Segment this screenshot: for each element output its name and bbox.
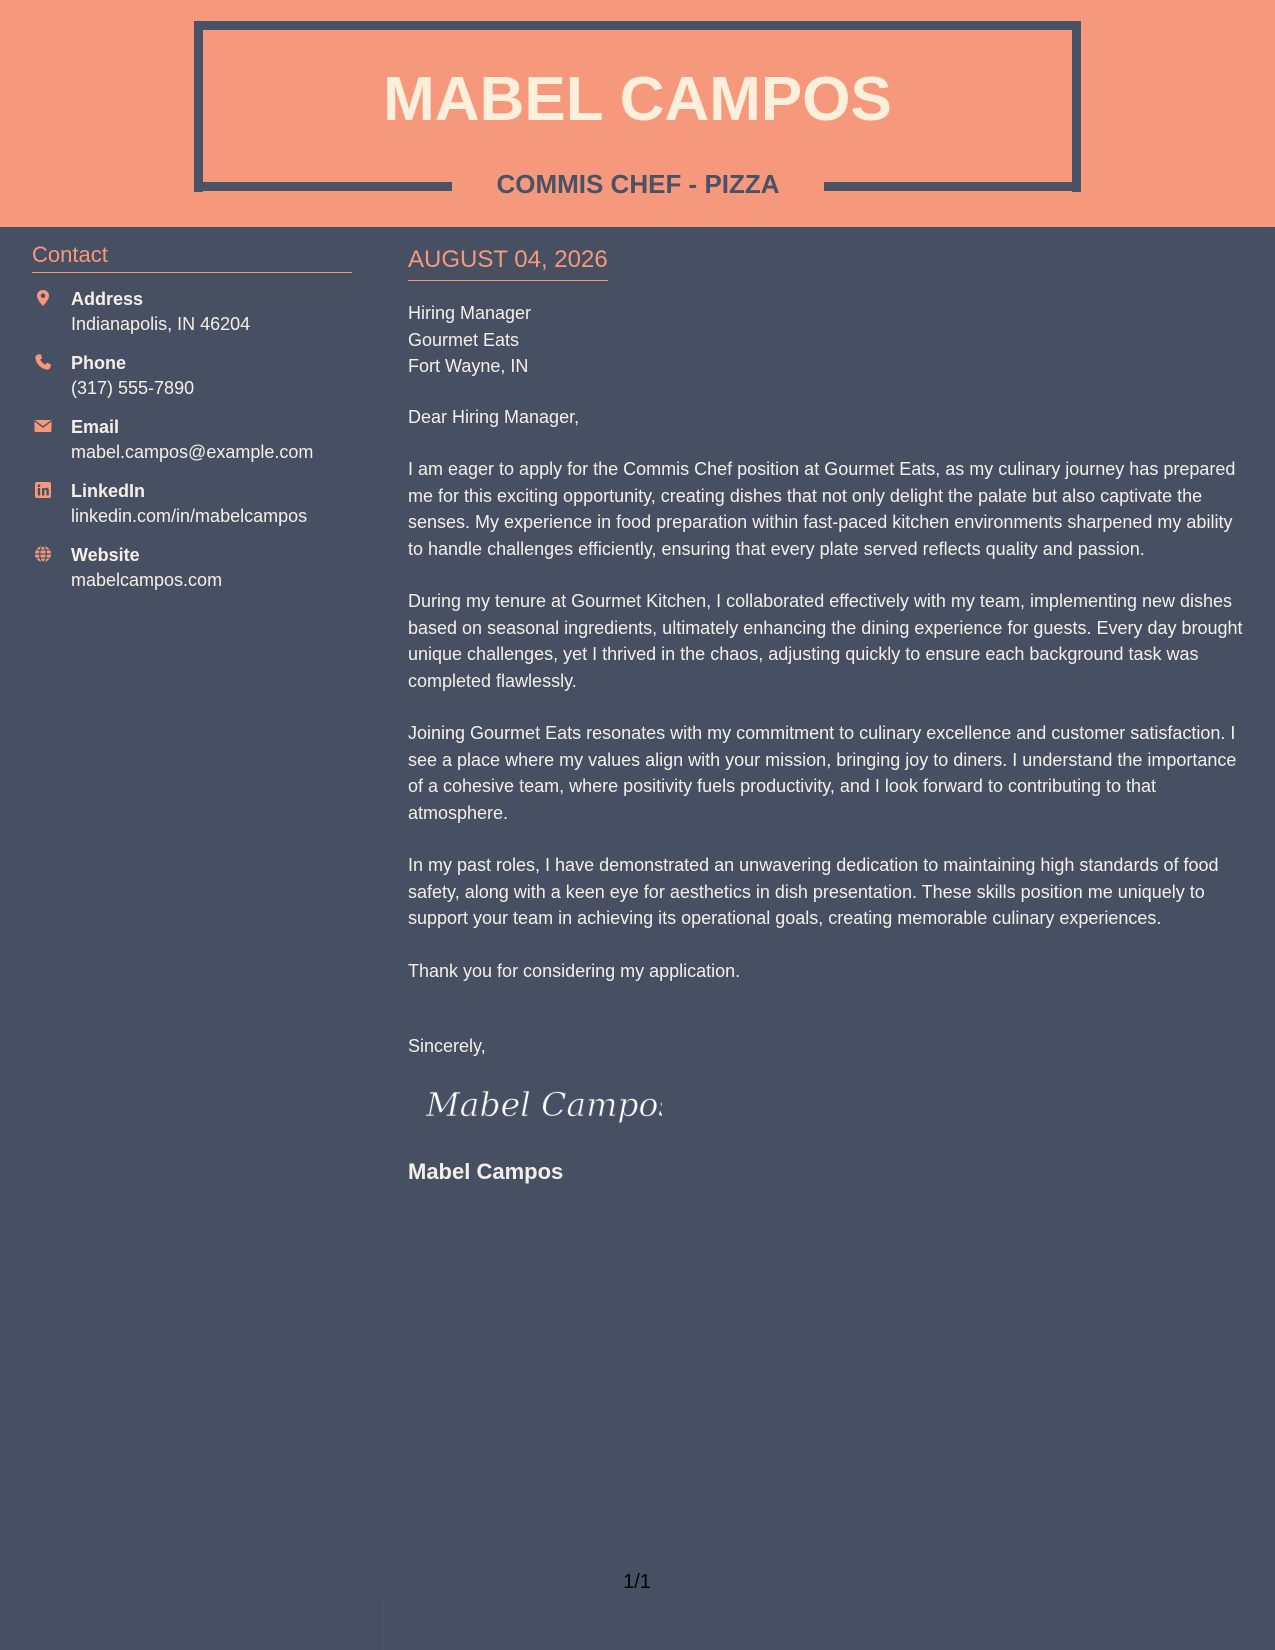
contact-label: Phone	[71, 353, 127, 373]
map-pin-icon	[34, 289, 52, 307]
contact-linkedin	[32, 479, 352, 529]
name-frame-bottom-left	[194, 182, 452, 191]
letter-paragraph: During my tenure at Gourmet Kitchen, I collaborated effectively with my team, implementing new dishes based on seasonal ingredients, ultimately enhancing the dining experience for guests. Every day brought unique challenges, yet I thrived in the chaos, adjusting quickly to ensure each background task was completed flawlessly.	[408, 591, 1243, 691]
contact-label: Website	[71, 545, 140, 565]
letter-date: AUGUST 04, 2026	[408, 244, 608, 281]
handwritten-signature	[422, 1080, 662, 1130]
letter-paragraph: I am eager to apply for the Commis Chef position at Gourmet Eats, as my culinary journey has prepared me for this exciting opportunity, creating dishes that not only delight the palate but also captivate the senses. My experience in food preparation within fast-paced kitchen environments sharpened my ability to handle challenges efficiently, ensuring that every plate served reflects quality and passion.	[408, 459, 1236, 559]
contact-value: (317) 555-7890	[71, 378, 195, 398]
linkedin-icon	[34, 481, 52, 499]
svg-text:Mabel Campos: Mabel Campos	[426, 1084, 662, 1124]
letter-paragraph: Thank you for considering my application.	[408, 960, 741, 981]
name-frame-bottom-right	[824, 182, 1081, 191]
contact-phone	[32, 351, 352, 401]
column-divider	[382, 1598, 383, 1650]
contact-value: linkedin.com/in/mabelcampos	[71, 506, 308, 526]
contact-value: mabelcampos.com	[71, 570, 223, 590]
contact-label: Email	[71, 417, 120, 437]
recipient-line: Fort Wayne, IN	[408, 356, 529, 376]
contact-email	[32, 415, 352, 465]
applicant-name: MABEL CAMPOS	[383, 65, 892, 134]
envelope-icon	[34, 417, 52, 435]
globe-icon	[34, 545, 52, 563]
signer-name: Mabel Campos	[408, 1158, 564, 1184]
phone-icon	[34, 353, 52, 371]
page-number: 1/1	[623, 1571, 651, 1593]
contact-label: LinkedIn	[71, 481, 146, 501]
closing: Sincerely,	[408, 1036, 486, 1056]
salutation: Dear Hiring Manager,	[408, 406, 580, 427]
contact-address	[32, 287, 352, 337]
contact-website	[32, 543, 352, 593]
contact-label: Address	[71, 289, 144, 309]
header-banner	[0, 0, 1275, 227]
job-title: COMMIS CHEF - PIZZA	[496, 169, 780, 199]
recipient-line: Hiring Manager	[408, 303, 532, 323]
letter-paragraph: In my past roles, I have demonstrated an unwavering dedication to maintaining high standards of food safety, along with a keen eye for aesthetics in dish presentation. These skills position me uniquely to support your team in achieving its operational goals, creating memorable culinary experiences.	[408, 855, 1219, 928]
recipient-line: Gourmet Eats	[408, 329, 520, 350]
letter-paragraph: Joining Gourmet Eats resonates with my commitment to culinary excellence and customer satisfaction. I see a place where my values align with your mission, bringing joy to diners. I understand the importance of a cohesive team, where positivity fuels productivity, and I look forward to contributing to that atmosphere.	[408, 723, 1237, 823]
contact-heading: Contact	[32, 240, 352, 273]
letter-body	[408, 244, 1248, 1187]
contact-value: Indianapolis, IN 46204	[71, 314, 251, 334]
contact-value: mabel.campos@example.com	[71, 442, 314, 462]
contact-sidebar	[32, 240, 352, 593]
recipient-block	[408, 300, 1248, 380]
